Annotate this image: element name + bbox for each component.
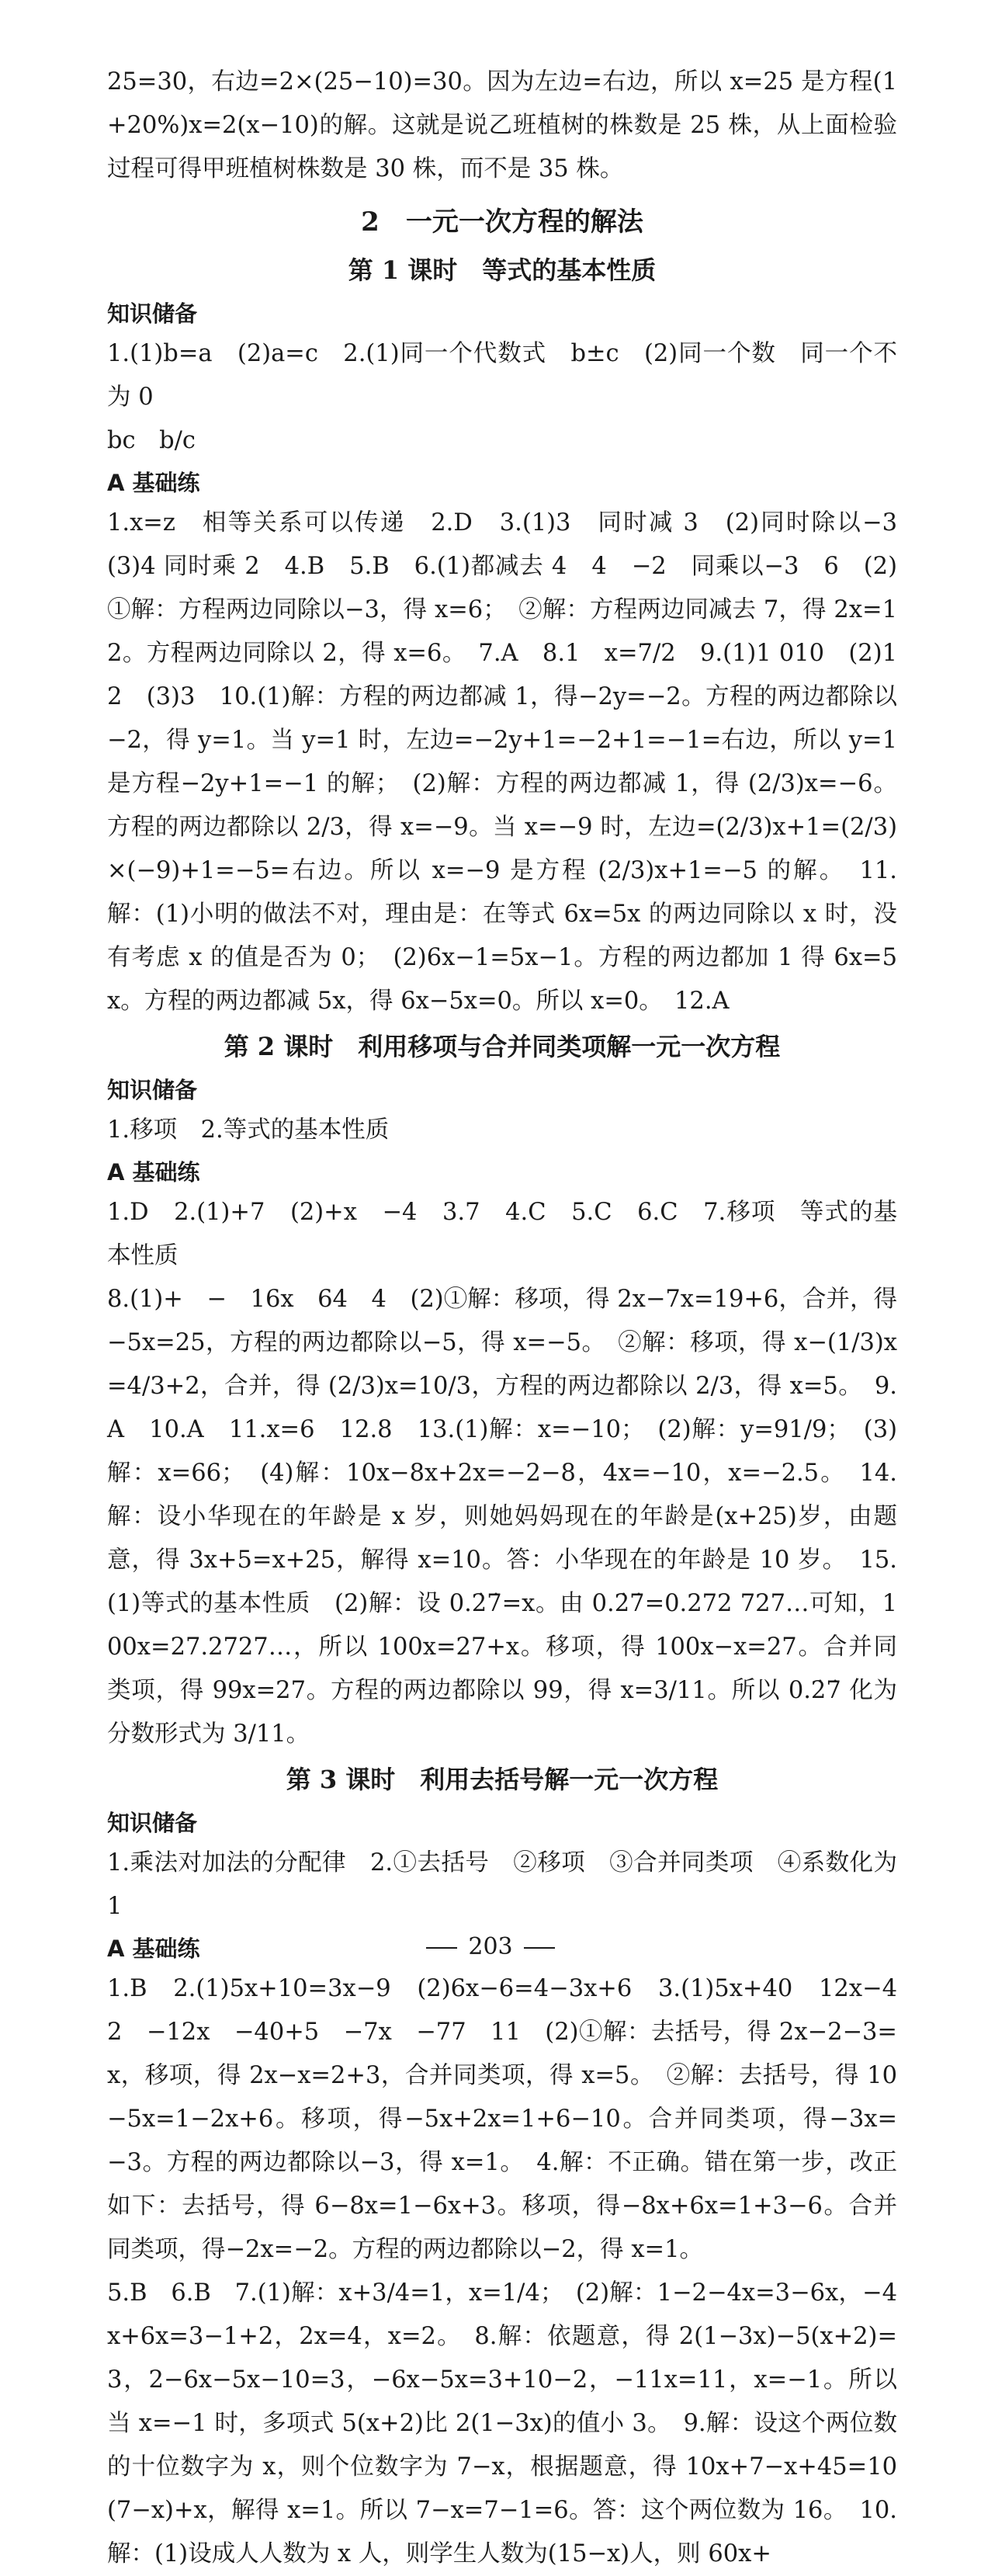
lesson-title: 第 1 课时 等式的基本性质 xyxy=(348,255,657,285)
paragraph: 8.(1)+ − 16x 64 4 (2)①解：移项，得 2x−7x=19+6，合并，得−5x=25，方程的两边都除以−5，得 x=−5。 ②解：移项，得 x−(1/3)x=4/3+2，合并，得 (2/3)x=10/3，方程的两边都除以 2/3，得 x=5。 9.A 10.A 11.x=6 12.8 13.(1)解：x=−10； (2)解：y=91/9； (3)解：x=66； (4)解：10x−8x+2x=−2−8，4x=−10，x=−2.5。 14.解：设小华现在的年龄是 x 岁，则她妈妈现在的年龄是(x+25)岁，由题意，得 3x+5=x+25，解得 x=10。答：小华现在的年龄是 10 岁。 15.(1)等式的基本性质 (2)解：设 0.2̇7̇=x。由 0.2̇7̇=0.272 727…可知，100x=27.2727…，所以 100x=27+x。移项，得 100x−x=27。合并同类项，得 99x=27。方程的两边都除以 99，得 x=3/11。所以 0.2̇7̇ 化为分数形式为 3/11。 xyxy=(107,1286,897,1748)
paragraph: 1.乘法对加法的分配律 2.①去括号 ②移项 ③合并同类项 ④系数化为 1 xyxy=(107,1849,905,1920)
page-number-value: 203 xyxy=(468,1933,513,1960)
paragraph: 5.B 6.B 7.(1)解：x+3/4=1，x=1/4； (2)解：1−2−4x=3−6x，−4x+6x=3−1+2，2x=4，x=2。 8.解：依题意，得 2(1−3x)−5(x+2)=3，2−6x−5x−10=3，−6x−5x=3+10−2，−11x=11，x=−1。所以当 x=−1 时，多项式 5(x+2)比 2(1−3x)的值小 3。 9.解：设这个两位数的十位数字为 x，则个位数字为 7−x，根据题意，得 10x+7−x+45=10(7−x)+x，解得 x=1。所以 7−x=7−1=6。答：这个两位数为 16。 10.解：(1)设成人人数为 x 人，则学生人数为(15−x)人，则 60x+ xyxy=(107,2279,897,2567)
page-number-dash-right xyxy=(524,1947,555,1949)
paragraph: 1.移项 2.等式的基本性质 xyxy=(107,1116,390,1144)
section-heading: A 基础练 xyxy=(107,1159,200,1186)
lesson-3 xyxy=(107,1756,905,2576)
section-heading: A 基础练 xyxy=(107,470,200,496)
paragraph: 1.D 2.(1)+7 (2)+x −4 3.7 4.C 5.C 6.C 7.移项 等式的基本性质 xyxy=(107,1199,897,1269)
section-heading: 知识储备 xyxy=(107,1077,198,1103)
paragraph: 25=30，右边=2×(25−10)=30。因为左边=右边，所以 x=25 是方程(1+20%)x=2(x−10)的解。这就是说乙班植树的株数是 25 株，从上面检验过程可得甲班植树株数是 30 株，而不是 35 株。 xyxy=(107,68,897,182)
page-number-dash-left xyxy=(426,1947,457,1949)
page-number xyxy=(0,1933,981,1960)
paragraph: 1.(1)b=a (2)a=c 2.(1)同一个代数式 b±c (2)同一个数 同一个不为 0 xyxy=(107,340,897,411)
lesson-title: 第 3 课时 利用去括号解一元一次方程 xyxy=(286,1765,719,1794)
lesson-2 xyxy=(107,1023,897,1756)
paragraph: bc b/c xyxy=(107,427,196,454)
section-heading: 知识储备 xyxy=(107,300,198,327)
lesson-1 xyxy=(107,247,921,1023)
paragraph: 1.B 2.(1)5x+10=3x−9 (2)6x−6=4−3x+6 3.(1)5x+40 12x−42 −12x −40+5 −7x −77 11 (2)①解：去括号，得 2x−2−3=x，移项，得 2x−x=2+3，合并同类项，得 x=5。 ②解：去括号，得 10−5x=1−2x+6。移项，得−5x+2x=1+6−10。合并同类项，得−3x=−3。方程的两边都除以−3，得 x=1。 4.解：不正确。错在第一步，改正如下：去括号，得 6−8x=1−6x+3。移项，得−8x+6x=1+3−6。合并同类项，得−2x=−2。方程的两边都除以−2，得 x=1。 xyxy=(107,1975,897,2263)
top-continuation xyxy=(107,61,897,191)
lesson-title: 第 2 课时 利用移项与合并同类项解一元一次方程 xyxy=(224,1032,781,1061)
chapter-title: 2 一元一次方程的解法 xyxy=(361,207,643,238)
section-heading: A 基础练 xyxy=(107,1935,200,1962)
section-heading: 知识储备 xyxy=(107,1810,198,1836)
paragraph: 1.x=z 相等关系可以传递 2.D 3.(1)3 同时减 3 (2)同时除以−3 (3)4 同时乘 2 4.B 5.B 6.(1)都减去 4 4 −2 同乘以−3 6 (2)①解：方程两边同除以−3，得 x=6； ②解：方程两边同减去 7，得 2x=12。方程两边同除以 2，得 x=6。 7.A 8.1 x=7/2 9.(1)1 010 (2)12 (3)3 10.(1)解：方程的两边都减 1，得−2y=−2。方程的两边都除以−2，得 y=1。当 y=1 时，左边=−2y+1=−2+1=−1=右边，所以 y=1 是方程−2y+1=−1 的解； (2)解：方程的两边都减 1，得 (2/3)x=−6。方程的两边都除以 2/3，得 x=−9。当 x=−9 时，左边=(2/3)x+1=(2/3)×(−9)+1=−5=右边。所以 x=−9 是方程 (2/3)x+1=−5 的解。 11.解：(1)小明的做法不对，理由是：在等式 6x=5x 的两边同除以 x 时，没有考虑 x 的值是否为 0； (2)6x−1=5x−1。方程的两边都加 1 得 6x=5x。方程的两边都减 5x，得 6x−5x=0。所以 x=0。 12.A xyxy=(107,509,921,1015)
